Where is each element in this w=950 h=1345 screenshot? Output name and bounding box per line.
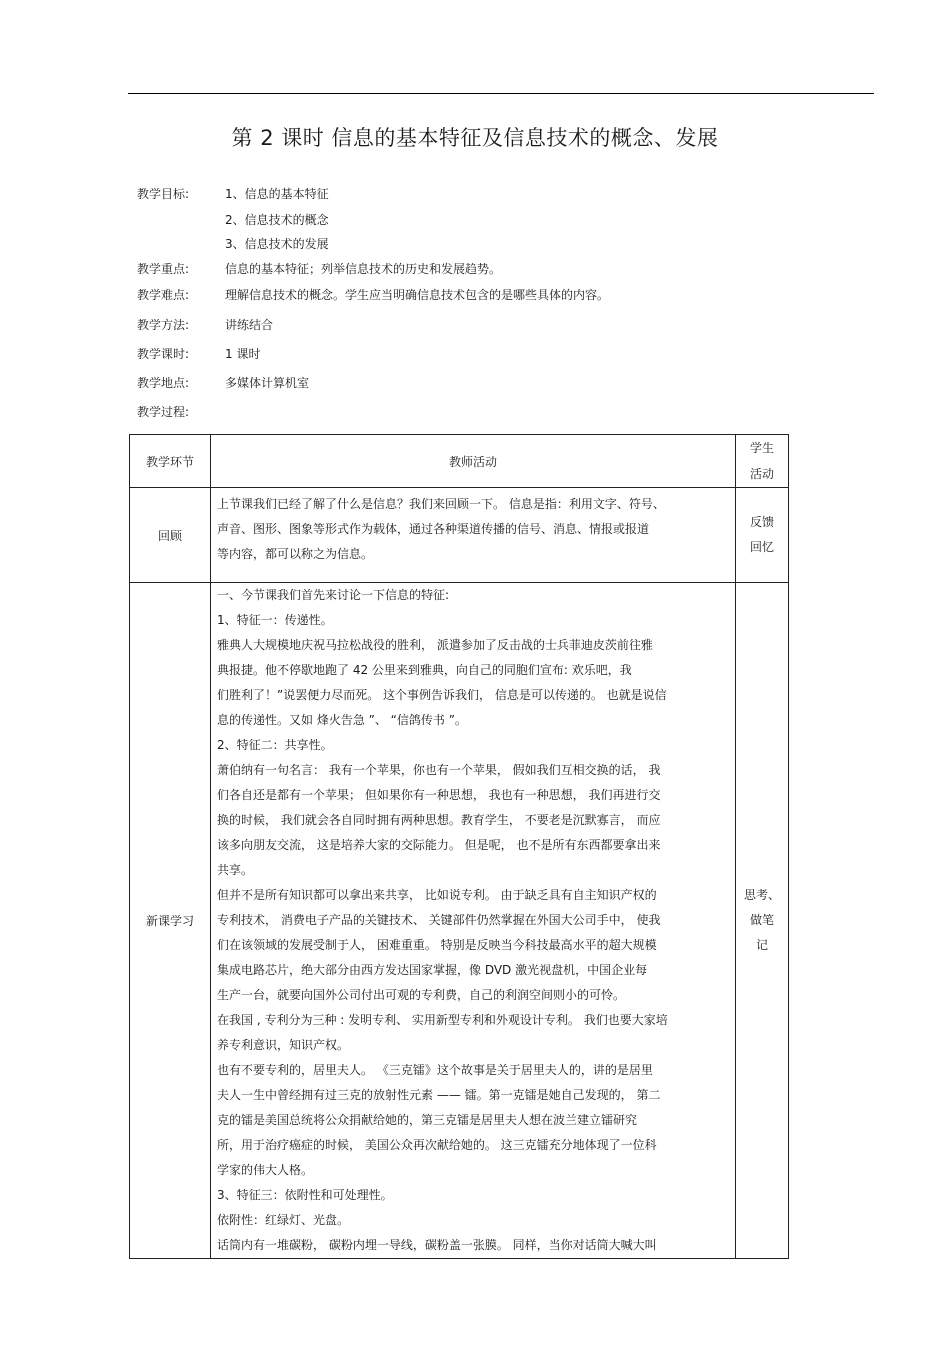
objective-item: 2、信息技术的概念 [225, 213, 329, 227]
header-student-line: 活动 [749, 467, 774, 481]
text-line: 所，用于治疗癌症的时候， 美国公众再次献给她的。 这三克镭充分地体现了一位科 [217, 1138, 657, 1152]
review-student-activity [736, 488, 789, 583]
activity-line: 反馈 [749, 515, 774, 529]
text-line: 们胜利了！”说罢便力尽而死。 这个事例告诉我们， 信息是可以传递的。 也就是说信 [217, 688, 667, 702]
text-line: 养专利意识，知识产权。 [217, 1038, 350, 1052]
text-line: 等内容，都可以称之为信息。 [217, 547, 374, 561]
review-stage: 回顾 [130, 488, 211, 583]
table-row-new-lesson [130, 583, 789, 1259]
text-line: 学家的伟大人格。 [217, 1163, 314, 1177]
header-teacher: 教师活动 [211, 435, 736, 488]
objectives-label: 教学目标: [137, 187, 190, 201]
page-title: 第 2 课时 信息的基本特征及信息技术的概念、发展 [231, 126, 719, 150]
text-line: 但并不是所有知识都可以拿出来共享， 比如说专利。 由于缺乏具有自主知识产权的 [217, 888, 657, 902]
text-line: 依附性：红绿灯、光盘。 [217, 1213, 350, 1227]
activity-line: 记 [755, 938, 768, 952]
text-line: 也有不要专利的，居里夫人。 《三克镭》这个故事是关于居里夫人的，讲的是居里 [217, 1063, 653, 1077]
method-value: 讲练结合 [225, 318, 274, 332]
text-line: 共享。 [217, 863, 254, 877]
text-line: 息的传递性。又如 烽火告急 ”、 “信鸽传书 ”。 [217, 713, 467, 727]
new-lesson-student-activity [736, 583, 789, 1259]
method-label: 教学方法: [137, 318, 190, 332]
text-line: 话筒内有一堆碳粉， 碳粉内埋一导线，碳粉盖一张膜。 同样，当你对话筒大喊大叫 [217, 1238, 657, 1252]
new-lesson-teacher-activity [211, 583, 736, 1259]
difficulties-label: 教学难点: [137, 288, 190, 302]
text-line: 典报捷。他不停歇地跑了 42 公里来到雅典，向自己的同胞们宣布: 欢乐吧，我 [217, 663, 632, 677]
new-lesson-stage: 新课学习 [130, 583, 211, 1259]
text-line: 萧伯纳有一句名言： 我有一个苹果，你也有一个苹果， 假如我们互相交换的话， 我 [217, 763, 661, 777]
text-line: 1、特征一：传递性。 [217, 613, 333, 627]
difficulties-value: 理解信息技术的概念。学生应当明确信息技术包含的是哪些具体的内容。 [225, 288, 610, 302]
text-line: 一、今节课我们首先来讨论一下信息的特征: [217, 588, 450, 602]
key-points-value: 信息的基本特征；列举信息技术的历史和发展趋势。 [225, 262, 502, 276]
location-value: 多媒体计算机室 [225, 376, 310, 390]
objective-item: 1、信息的基本特征 [225, 187, 329, 201]
table-header-row [130, 435, 789, 488]
text-line: 换的时候， 我们就会各自同时拥有两种思想。教育学生， 不要老是沉默寡言， 而应 [217, 813, 661, 827]
activity-line: 思考、 [743, 888, 780, 902]
text-line: 在我国 , 专利分为三种 : 发明专利、 实用新型专利和外观设计专利。 我们也要大家培 [217, 1013, 668, 1027]
text-line: 集成电路芯片，绝大部分由西方发达国家掌握，像 DVD 激光视盘机，中国企业每 [217, 963, 648, 977]
text-line: 夫人一生中曾经拥有过三克的放射性元素 —— 镭。第一克镭是她自己发现的， 第二 [217, 1088, 661, 1102]
lesson-table [129, 434, 789, 1259]
review-teacher-activity [211, 488, 736, 583]
key-points-label: 教学重点: [137, 262, 190, 276]
table-row-review [130, 488, 789, 583]
process-label: 教学过程: [137, 405, 190, 419]
text-line: 2、特征二：共享性。 [217, 738, 333, 752]
text-line: 声音、图形、图象等形式作为载体，通过各种渠道传播的信号、消息、情报或报道 [217, 522, 650, 536]
hours-value: 1 课时 [225, 347, 261, 361]
header-student-line: 学生 [749, 441, 774, 455]
text-line: 雅典人大规模地庆祝马拉松战役的胜利， 派遣参加了反击战的士兵菲迪皮茨前往雅 [217, 638, 653, 652]
text-line: 生产一台，就要向国外公司付出可观的专利费，自己的利润空间则小的可怜。 [217, 988, 626, 1002]
header-student [736, 435, 789, 488]
text-line: 克的镭是美国总统将公众捐献给她的，第三克镭是居里夫人想在波兰建立镭研究 [217, 1113, 638, 1127]
location-label: 教学地点: [137, 376, 190, 390]
text-line: 专利技术， 消费电子产品的关键技术、 关键部件仍然掌握在外国大公司手中， 使我 [217, 913, 661, 927]
text-line: 3、特征三：依附性和可处理性。 [217, 1188, 393, 1202]
top-rule [128, 93, 874, 94]
text-line: 们在该领域的发展受制于人， 困难重重。 特别是反映当今科技最高水平的超大规模 [217, 938, 657, 952]
activity-line: 做笔 [749, 913, 774, 927]
hours-label: 教学课时: [137, 347, 190, 361]
header-stage: 教学环节 [130, 435, 211, 488]
text-line: 该多向朋友交流， 这是培养大家的交际能力。 但是呢， 也不是所有东西都要拿出来 [217, 838, 661, 852]
text-line: 们各自还是都有一个苹果； 但如果你有一种思想， 我也有一种思想， 我们再进行交 [217, 788, 661, 802]
text-line: 上节课我们已经了解了什么是信息？我们来回顾一下。 信息是指：利用文字、符号、 [217, 497, 665, 511]
objective-item: 3、信息技术的发展 [225, 237, 329, 251]
activity-line: 回忆 [749, 540, 774, 554]
